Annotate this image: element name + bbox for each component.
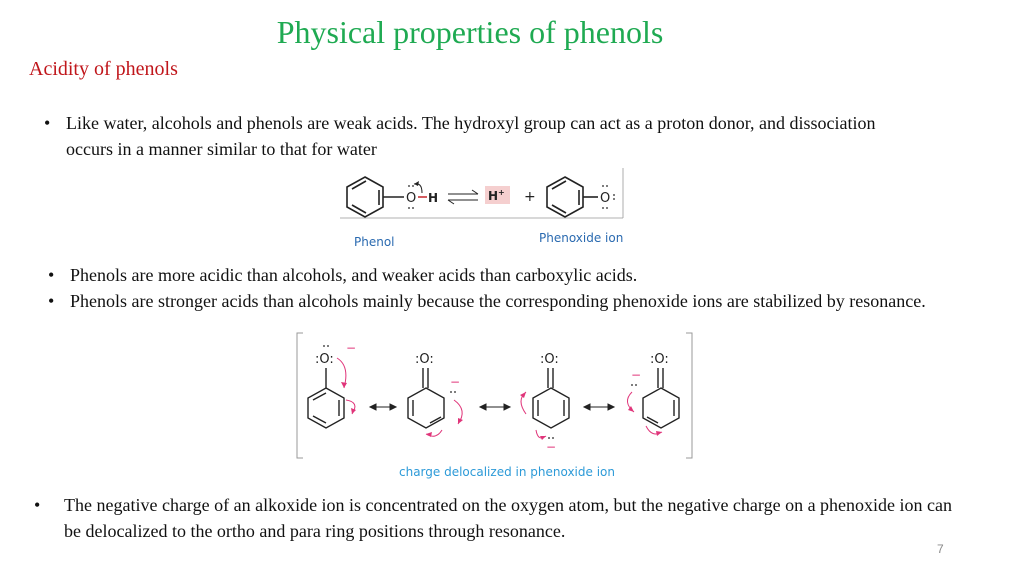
phenol-ring — [347, 177, 404, 217]
resonance-structure-4 — [627, 352, 679, 436]
phenoxide-oxygen-atom: O — [600, 191, 611, 206]
resonance-arrow-1 — [370, 404, 396, 410]
section-subtitle: Acidity of phenols — [29, 58, 178, 80]
bullet-text: The negative charge of an alkoxide ion is concentrated on the oxygen atom, but the negative charge on a phenoxide ion can be delocalized to the ortho and para ring positions through resonance. — [64, 495, 953, 541]
plus-sign: + — [524, 189, 536, 205]
left-bracket — [297, 333, 303, 458]
resonance-caption: charge delocalized in phenoxide ion — [399, 465, 615, 479]
bullet-text: Phenols are stronger acids than alcohols mainly because the corresponding phenoxide ions are stabilized by resonance. — [70, 291, 926, 311]
charge-mark: − — [631, 368, 642, 382]
page-number: 7 — [937, 542, 944, 556]
slide-title: Physical properties of phenols — [276, 14, 664, 50]
bullet-weak-acids — [44, 110, 916, 162]
equilibrium-arrows — [448, 190, 478, 204]
resonance-arrow-3 — [584, 404, 614, 410]
resonance-structure-3 — [520, 352, 569, 454]
resonance-structure-2 — [408, 352, 463, 437]
bullet-marker: • — [34, 495, 41, 515]
phenol-hydrogen-atom: H — [428, 191, 439, 205]
svg-text::O:: :O: — [315, 352, 334, 367]
bullet-resonance-stabilization — [48, 288, 1000, 314]
svg-text::O:: :O: — [650, 352, 669, 367]
label-phenoxide-ion: Phenoxide ion — [539, 231, 624, 245]
bullet-acidity-comparison — [48, 262, 1000, 288]
right-bracket — [686, 333, 692, 458]
svg-text::O:: :O: — [540, 352, 559, 367]
bullet-charge-delocalization — [34, 492, 964, 544]
charge-mark: − — [346, 341, 357, 355]
charge-mark: − — [450, 375, 461, 389]
bullet-marker: • — [48, 291, 55, 311]
phenoxide-ring — [547, 177, 598, 217]
label-phenol: Phenol — [354, 235, 395, 249]
phenol-dissociation-figure — [330, 162, 640, 252]
resonance-structures-figure — [290, 330, 700, 485]
resonance-arrow-2 — [480, 404, 510, 410]
bullet-marker: • — [48, 265, 55, 285]
resonance-structure-1 — [308, 341, 356, 428]
proton-label: H+ — [488, 188, 505, 203]
charge-mark: − — [546, 440, 557, 454]
svg-text::O:: :O: — [415, 352, 434, 367]
phenol-oxygen-atom: O — [406, 191, 417, 206]
bullet-text: Like water, alcohols and phenols are weak acids. The hydroxyl group can act as a proton donor, and dissociation occurs in a manner similar to that for water — [66, 113, 876, 159]
bullet-marker: • — [44, 113, 51, 133]
bullet-text: Phenols are more acidic than alcohols, and weaker acids than carboxylic acids. — [70, 265, 638, 285]
